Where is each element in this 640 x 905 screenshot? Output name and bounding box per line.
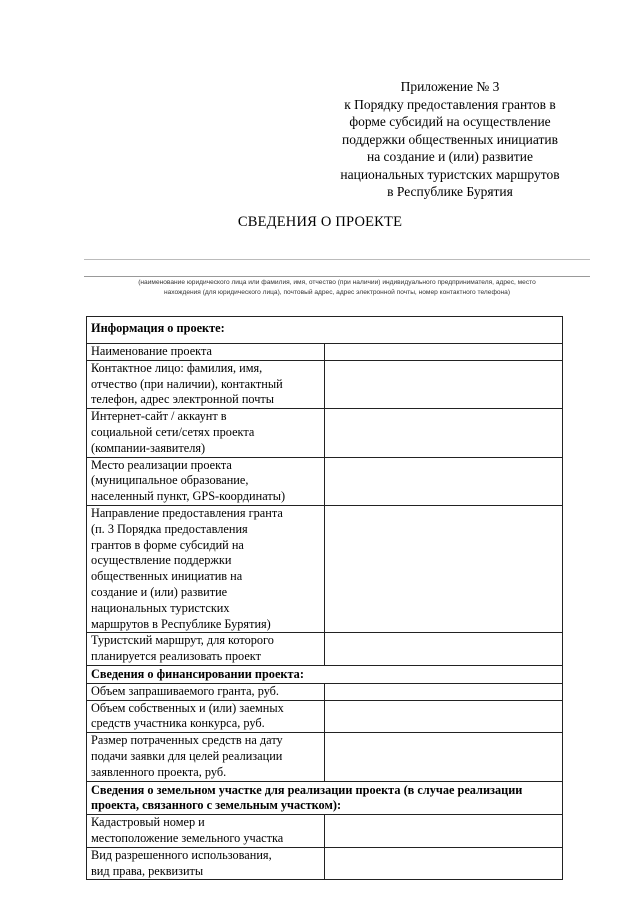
table-row — [87, 815, 563, 848]
field-label-line: средств участника конкурса, руб. — [91, 716, 265, 731]
section-title: Сведения о земельном участке для реализации проекта (в случае реализации проекта, связанного с земельным участком): — [87, 781, 563, 815]
field-label-line: Место реализации проекта — [91, 457, 232, 472]
field-label-line: (компании-заявителя) — [91, 440, 206, 455]
field-value-cell[interactable] — [325, 409, 563, 457]
field-label-line: социальной сети/сетях проекта — [91, 424, 255, 439]
document-title: СВЕДЕНИЯ О ПРОЕКТЕ — [237, 214, 403, 230]
field-label-line: грантов в форме субсидий на — [91, 537, 244, 552]
table-row — [87, 505, 563, 632]
field-label-line: населенный пункт, GPS-координаты) — [91, 489, 286, 504]
field-label-line: заявленного проекта, руб. — [91, 764, 227, 779]
field-label-line: местоположение земельного участка — [91, 830, 284, 845]
field-label-line: телефон, адрес электронной почты — [91, 392, 275, 407]
applicant-fill-line[interactable] — [84, 259, 590, 260]
field-label-line: Интернет-сайт / аккаунт в — [91, 409, 227, 424]
appendix-line: Приложение № 3 — [400, 79, 500, 94]
field-value-cell[interactable] — [325, 700, 563, 733]
field-label-line: национальных туристских — [91, 600, 230, 615]
field-label — [87, 815, 325, 848]
table-row — [87, 409, 563, 457]
field-label-line: Контактное лицо: фамилия, имя, — [91, 360, 263, 375]
field-label-line: Направление предоставления гранта — [91, 505, 283, 520]
field-label-line: (муниципальное образование, — [91, 473, 249, 488]
section-header-row — [87, 781, 563, 815]
table-row — [87, 847, 563, 880]
table-row — [87, 344, 563, 361]
field-label-line: Кадастровый номер и — [91, 815, 205, 830]
appendix-line: к Порядку предоставления грантов в — [344, 96, 556, 112]
field-value-cell[interactable] — [325, 733, 563, 781]
table-row — [87, 733, 563, 781]
field-label-line: общественных инициатив на — [91, 569, 243, 584]
field-label — [87, 360, 325, 408]
appendix-line: поддержки общественных инициатив — [342, 131, 558, 147]
appendix-line: на создание и (или) развитие — [366, 149, 534, 164]
field-label — [87, 733, 325, 781]
applicant-caption — [84, 278, 590, 298]
field-value-cell[interactable] — [325, 683, 563, 700]
field-label-line: Объем собственных и (или) заемных — [91, 700, 284, 715]
field-value-cell[interactable] — [325, 457, 563, 505]
field-label-line: подачи заявки для целей реализации — [91, 748, 283, 763]
table-row — [87, 633, 563, 666]
section-title: Информация о проекте: — [87, 317, 563, 344]
field-label-line: Туристский маршрут, для которого — [91, 633, 274, 648]
field-value-cell[interactable] — [325, 633, 563, 666]
field-value-cell[interactable] — [325, 360, 563, 408]
field-label — [87, 683, 325, 700]
field-label — [87, 700, 325, 733]
field-label-line: создание и (или) развитие — [91, 584, 228, 599]
field-label — [87, 457, 325, 505]
appendix-line: форме субсидий на осуществление — [349, 114, 551, 129]
caption-line: нахождения (для юридического лица), почтовый адрес, адрес электронной почты, номер контактного телефона) — [163, 289, 511, 296]
section-header-row — [87, 317, 563, 344]
field-label-line: отчество (при наличии), контактный — [91, 376, 283, 391]
field-label-line: вид права, реквизиты — [91, 863, 204, 878]
field-value-cell[interactable] — [325, 847, 563, 880]
field-label-line: Вид разрешенного использования, — [91, 847, 272, 862]
field-label-line: маршрутов в Республике Бурятия) — [91, 616, 271, 631]
field-value-cell[interactable] — [325, 815, 563, 848]
applicant-fill-line[interactable] — [84, 276, 590, 277]
field-label — [87, 633, 325, 666]
field-value-cell[interactable] — [325, 344, 563, 361]
table-row — [87, 360, 563, 408]
field-label — [87, 847, 325, 880]
table-row — [87, 700, 563, 733]
section-title: Сведения о финансировании проекта: — [87, 665, 563, 683]
appendix-line: в Республике Бурятия — [387, 184, 513, 199]
field-label — [87, 344, 325, 361]
table-row — [87, 457, 563, 505]
field-value-cell[interactable] — [325, 505, 563, 632]
field-label — [87, 409, 325, 457]
section-header-row — [87, 665, 563, 683]
field-label-line: Наименование проекта — [91, 344, 212, 358]
field-label-line: (п. 3 Порядка предоставления — [91, 521, 248, 536]
field-label — [87, 505, 325, 632]
project-info-table — [86, 316, 563, 880]
appendix-header — [300, 78, 600, 201]
table-row — [87, 683, 563, 700]
field-label-line: планируется реализовать проект — [91, 649, 261, 664]
field-label-line: Объем запрашиваемого гранта, руб. — [91, 683, 280, 698]
appendix-line: национальных туристских маршрутов — [340, 166, 560, 182]
field-label-line: осуществление поддержки — [91, 553, 232, 568]
field-label-line: Размер потраченных средств на дату — [91, 733, 283, 748]
caption-line: (наименование юридического лица или фамилия, имя, отчество (при наличии) индивидуального предпринимателя, адрес, место — [138, 279, 536, 286]
